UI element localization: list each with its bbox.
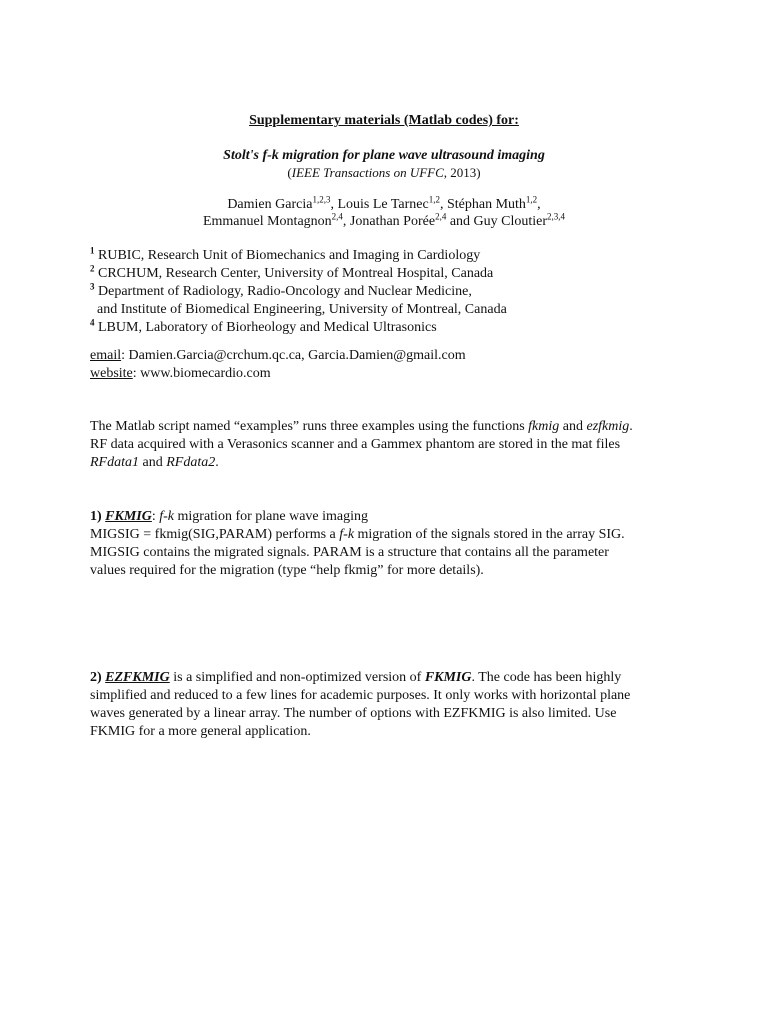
fk-term: f-k <box>159 509 175 524</box>
section-name: FKMIG <box>105 509 152 524</box>
affiliation-text: Department of Radiology, Radio-Oncology and Nuclear Medicine, <box>94 284 472 299</box>
supplementary-title-text: Supplementary materials (Matlab codes) for: <box>249 113 519 128</box>
intro-text: The Matlab script named “examples” runs three examples using the functions <box>90 419 529 434</box>
section-1 <box>90 508 690 580</box>
website-value[interactable]: : www.biomecardio.com <box>132 366 271 381</box>
paper-title-text: Stolt's f-k migration for plane wave ultrasound imaging <box>223 148 545 163</box>
author-superscript: 1,2 <box>525 194 538 205</box>
affiliations <box>90 247 690 337</box>
section-text: migration of the signals stored in the array SIG. <box>354 527 625 542</box>
section-colon: : <box>151 509 160 524</box>
affiliation-text: and Institute of Biomedical Engineering, University of Montreal, Canada <box>90 302 507 317</box>
section-text: is a simplified and non-optimized version of <box>169 670 425 685</box>
section-number: 1) <box>90 509 106 524</box>
section-number: 2) <box>90 670 106 685</box>
intro-text: and <box>559 419 587 434</box>
section-2-line-1 <box>90 669 690 687</box>
intro-line-1 <box>90 418 690 436</box>
section-name: EZFKMIG <box>105 670 170 685</box>
section-2-line-3: waves generated by a linear array. The number of options with EZFKMIG is also limited. Use <box>90 706 617 721</box>
section-heading-rest: migration for plane wave imaging <box>174 509 369 524</box>
section-2-line-4: FKMIG for a more general application. <box>90 724 311 739</box>
section-ref: FKMIG <box>424 670 472 685</box>
file-rfdata2: RFdata2 <box>166 455 216 470</box>
affiliation-text: LBUM, Laboratory of Biorheology and Medical Ultrasonics <box>94 320 437 335</box>
author-separator: , <box>537 197 541 212</box>
section-2-line-2: simplified and reduced to a few lines for academic purposes. It only works with horizontal plane <box>90 688 631 703</box>
author-name: Damien Garcia <box>227 197 313 212</box>
supplementary-title <box>0 112 768 130</box>
affiliation-text: RUBIC, Research Unit of Biomechanics and Imaging in Cardiology <box>94 248 481 263</box>
author-name: , Jonathan Porée <box>342 214 436 229</box>
affiliation-number: 1 <box>90 245 95 256</box>
affiliation-2 <box>90 265 690 283</box>
intro-text: and <box>139 455 167 470</box>
journal-year: , 2013) <box>443 165 481 180</box>
fk-term: f-k <box>339 527 355 542</box>
email-line <box>90 347 690 365</box>
affiliation-1 <box>90 247 690 265</box>
affiliation-text: CRCHUM, Research Center, University of Montreal Hospital, Canada <box>94 266 494 281</box>
email-label: email <box>90 348 122 363</box>
website-label: website <box>90 366 133 381</box>
function-ezfkmig: ezfkmig <box>586 419 630 434</box>
affiliation-3-continued <box>90 301 690 319</box>
author-superscript: 2,3,4 <box>547 211 566 222</box>
journal-open: ( <box>287 165 292 180</box>
author-name: Emmanuel Montagnon <box>202 214 332 229</box>
affiliation-number: 3 <box>90 281 95 292</box>
section-1-line-3: values required for the migration (type “help fkmig” for more details). <box>90 563 484 578</box>
author-name: and Guy Cloutier <box>446 214 548 229</box>
author-superscript: 2,4 <box>435 211 447 222</box>
affiliation-number: 4 <box>90 317 95 328</box>
authors-line-2 <box>0 213 768 231</box>
author-superscript: 1,2,3 <box>312 194 331 205</box>
affiliation-number: 2 <box>90 263 95 274</box>
authors-line-1 <box>0 196 768 214</box>
section-text: MIGSIG = fkmig(SIG,PARAM) performs a <box>90 527 340 542</box>
website-line <box>90 365 690 383</box>
email-value[interactable]: : Damien.Garcia@crchum.qc.ca, Garcia.Damien@gmail.com <box>121 348 466 363</box>
intro-text: . <box>215 455 219 470</box>
author-name: , Louis Le Tarnec <box>330 197 429 212</box>
contact-block <box>90 347 690 383</box>
intro-text: . <box>629 419 633 434</box>
affiliation-4 <box>90 319 690 337</box>
author-name: , Stéphan Muth <box>439 197 526 212</box>
function-fkmig: fkmig <box>528 419 560 434</box>
paper-title <box>0 147 768 165</box>
intro-line-2: RF data acquired with a Verasonics scanner and a Gammex phantom are stored in the mat files <box>90 437 621 452</box>
file-rfdata1: RFdata1 <box>90 455 139 470</box>
section-text: . The code has been highly <box>471 670 622 685</box>
intro-paragraph <box>90 418 690 472</box>
author-superscript: 2,4 <box>331 211 343 222</box>
section-1-line-2: MIGSIG contains the migrated signals. PARAM is a structure that contains all the parameter <box>90 545 609 560</box>
intro-line-3 <box>90 454 690 472</box>
section-1-line-1 <box>90 526 690 544</box>
section-2 <box>90 669 690 741</box>
journal-name: IEEE Transactions on UFFC <box>291 165 444 180</box>
section-1-heading <box>90 508 690 526</box>
author-superscript: 1,2 <box>428 194 440 205</box>
affiliation-3 <box>90 283 690 301</box>
journal-line <box>0 164 768 182</box>
